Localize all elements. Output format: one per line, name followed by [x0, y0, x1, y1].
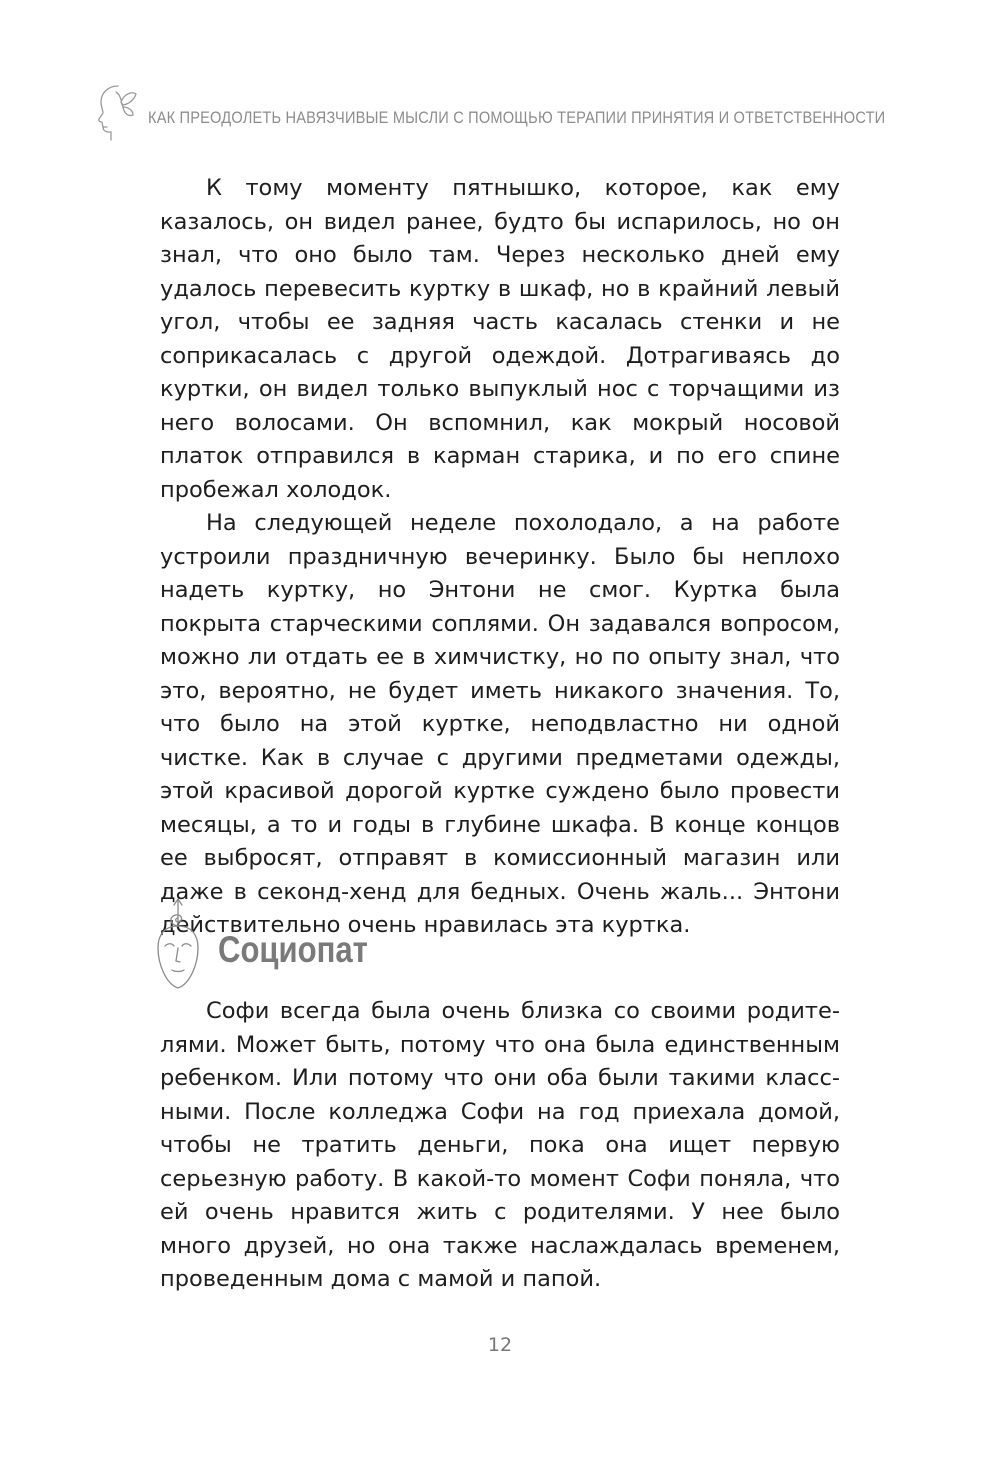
running-header — [88, 82, 948, 154]
page-number: 12 — [487, 1334, 513, 1356]
body-text-block-1 — [160, 172, 840, 943]
face-spiral-icon — [152, 896, 204, 991]
paragraph: Софи всегда была очень близка со своими родителями. Может быть, потому что она была единственным ребенком. Или потому что они оба были такими классными. После колледжа Софи на год приехала домой, чтобы не тратить деньги, пока она ищет первую серьезную работу. В какой-то момент Софи поняла, что ей очень нравится жить с родителями. У нее было много друзей, но она также наслаждалась временем, проведенным дома с мамой и папой. — [160, 998, 840, 1292]
running-header-title: КАК ПРЕОДОЛЕТЬ НАВЯЗЧИВЫЕ МЫСЛИ С ПОМОЩЬЮ ТЕРАПИИ ПРИНЯТИЯ И ОТВЕТСТВЕННОСТИ — [148, 108, 886, 127]
body-text-block-2 — [160, 995, 840, 1297]
section-heading — [152, 896, 852, 996]
section-title: Социопат — [218, 929, 368, 970]
face-profile-butterfly-icon — [88, 82, 140, 144]
paragraph: На следующей неделе похолодало, а на работе устроили праздничную вечеринку. Было бы неплохо надеть куртку, но Энтони не смог. Куртка была покрыта старческими соплями. Он задавался вопросом, можно ли отдать ее в химчистку, но по опыту знал, что это, вероятно, не будет иметь никакого значения. То, что было на этой куртке, неподвластно ни одной чистке. Как в случае с другими предметами одежды, этой красивой дорогой куртке суждено было провести месяцы, а то и годы в глубине шкафа. В конце концов ее выбросят, отправят в комиссионный магазин или даже в секонд-хенд для бедных. Очень жаль... Энтони действительно очень нравилась эта куртка. — [160, 510, 840, 938]
paragraph: К тому моменту пятнышко, которое, как ему казалось, он видел ранее, будто бы испарилось, но он знал, что оно было там. Через несколько дней ему удалось перевесить куртку в шкаф, но в крайний левый угол, чтобы ее задняя часть касалась стенки и не соприкасалась с другой одеждой. Дотрагиваясь до куртки, он видел только выпуклый нос с торчащими из него волосами. Он вспомнил, как мокрый носовой платок отправился в карман старика, и по его спине пробежал холодок. — [160, 175, 840, 503]
